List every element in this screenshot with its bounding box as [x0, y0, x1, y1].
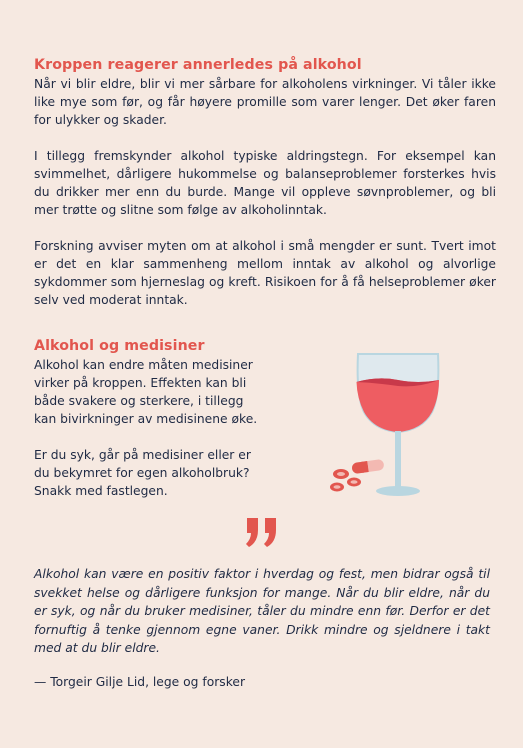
quote-attribution: — Torgeir Gilje Lid, lege og forsker	[34, 675, 246, 689]
quotation-mark-icon	[244, 518, 280, 548]
pull-quote: Alkohol kan være en positiv faktor i hverdag og fest, men bidrar også til svekket helse og dårligere funksjon for mange. Når du blir eldre, når du er syk, og når du bruker medisiner, tåler du mindre enn før. Derfor er det fornuftig å tenke gjennom egne vaner. Drikk mindre og sjeldnere i takt med at du blir eldre.	[34, 567, 490, 656]
section-body-reacts	[34, 55, 496, 309]
paragraph: Alkohol kan endre måten medisiner virker på kroppen. Effekten kan bli både svakere og sterkere, i tillegg kan bivirkninger av medisinene øke.	[34, 358, 258, 426]
section-heading: Kroppen reagerer annerledes på alkohol	[34, 57, 362, 73]
paragraph: I tillegg fremskynder alkohol typiske aldringstegn. For eksempel kan svimmelhet, dårligere hukommelse og balanseproblemer forsterkes hvis du drikker mer enn du burde. Mange vil oppleve søvnproblemer, og bli mer trøtte og slitne som følge av alkoholinntak.	[34, 149, 496, 217]
section-heading: Alkohol og medisiner	[34, 338, 205, 354]
wine-glass-icon	[357, 354, 440, 496]
wine-glass-illustration	[318, 336, 458, 506]
paragraph: Når vi blir eldre, blir vi mer sårbare for alkoholens virkninger. Vi tåler ikke like mye som før, og får høyere promille som varer lenger. Det øker faren for ulykker og skader.	[34, 77, 496, 127]
paragraph: Forskning avviser myten om at alkohol i små mengder er sunt. Tvert imot er det en klar sammenheng mellom inntak av alkohol og alvorlige sykdommer som hjerneslag og kreft. Risikoen for å få helseproblemer øker selv ved moderat inntak.	[34, 239, 496, 307]
section-alcohol-medicine	[34, 336, 266, 500]
pill-capsule-icon	[351, 459, 384, 474]
paragraph: Er du syk, går på medisiner eller er du bekymret for egen alkoholbruk? Snakk med fastlegen.	[34, 448, 251, 498]
